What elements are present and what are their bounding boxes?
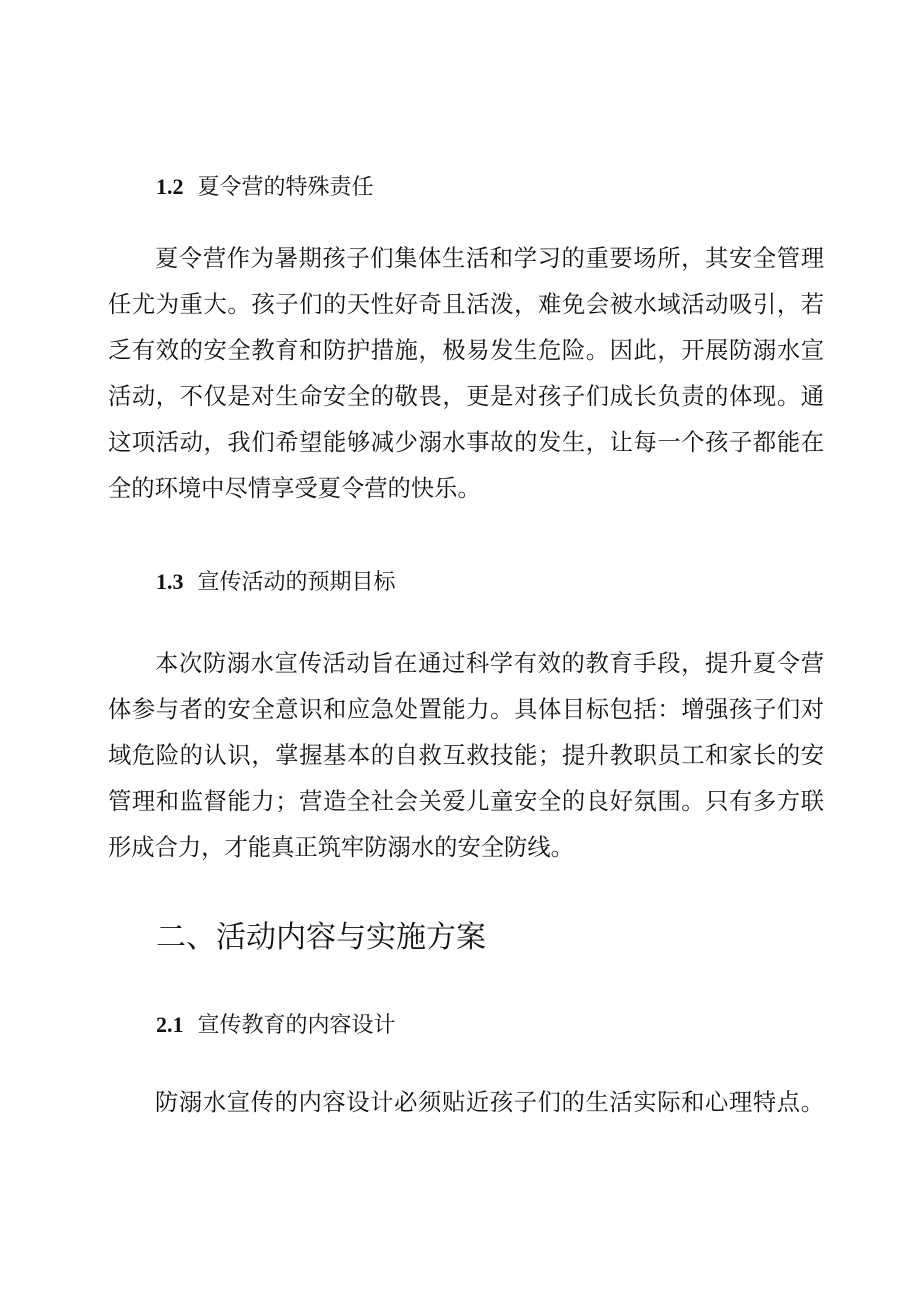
section-number: 2.1 [156, 1012, 184, 1037]
section-heading-1-3 [156, 567, 396, 598]
paragraph-line: 任尤为重大。孩子们的天性好奇且活泼，难免会被水域活动吸引，若 [108, 291, 824, 318]
paragraph-line: 这项活动，我们希望能够减少溺水事故的发生，让每一个孩子都能在 [108, 429, 824, 456]
paragraph-1-3 [108, 641, 824, 871]
paragraph-line: 域危险的认识，掌握基本的自救互救技能；提升教职员工和家长的安 [108, 742, 824, 769]
paragraph-2-1 [108, 1080, 824, 1126]
paragraph-1-2 [108, 236, 824, 512]
section-number: 1.2 [156, 174, 184, 199]
section-heading-1-2 [156, 172, 374, 203]
section-title: 夏令营的特殊责任 [197, 175, 374, 200]
section-title: 宣传活动的预期目标 [197, 570, 396, 595]
paragraph-line: 全的环境中尽情享受夏令营的快乐。 [108, 475, 481, 502]
paragraph-line: 本次防溺水宣传活动旨在通过科学有效的教育手段，提升夏令营 [155, 650, 824, 677]
paragraph-line: 防溺水宣传的内容设计必须贴近孩子们的生活实际和心理特点。 [155, 1089, 824, 1116]
paragraph-line: 夏令营作为暑期孩子们集体生活和学习的重要场所，其安全管理 [155, 245, 824, 272]
chapter-heading-2: 二、活动内容与实施方案 [156, 920, 486, 955]
paragraph-line: 乏有效的安全教育和防护措施，极易发生危险。因此，开展防溺水宣 [108, 337, 824, 364]
paragraph-line: 活动，不仅是对生命安全的敬畏，更是对孩子们成长负责的体现。通 [108, 383, 824, 410]
section-heading-2-1 [156, 1010, 396, 1041]
section-title: 宣传教育的内容设计 [197, 1013, 396, 1038]
paragraph-line: 体参与者的安全意识和应急处置能力。具体目标包括：增强孩子们对 [108, 696, 824, 723]
paragraph-line: 形成合力，才能真正筑牢防溺水的安全防线。 [108, 834, 574, 861]
section-number: 1.3 [156, 569, 184, 594]
paragraph-line: 管理和监督能力；营造全社会关爱儿童安全的良好氛围。只有多方联 [108, 788, 824, 815]
